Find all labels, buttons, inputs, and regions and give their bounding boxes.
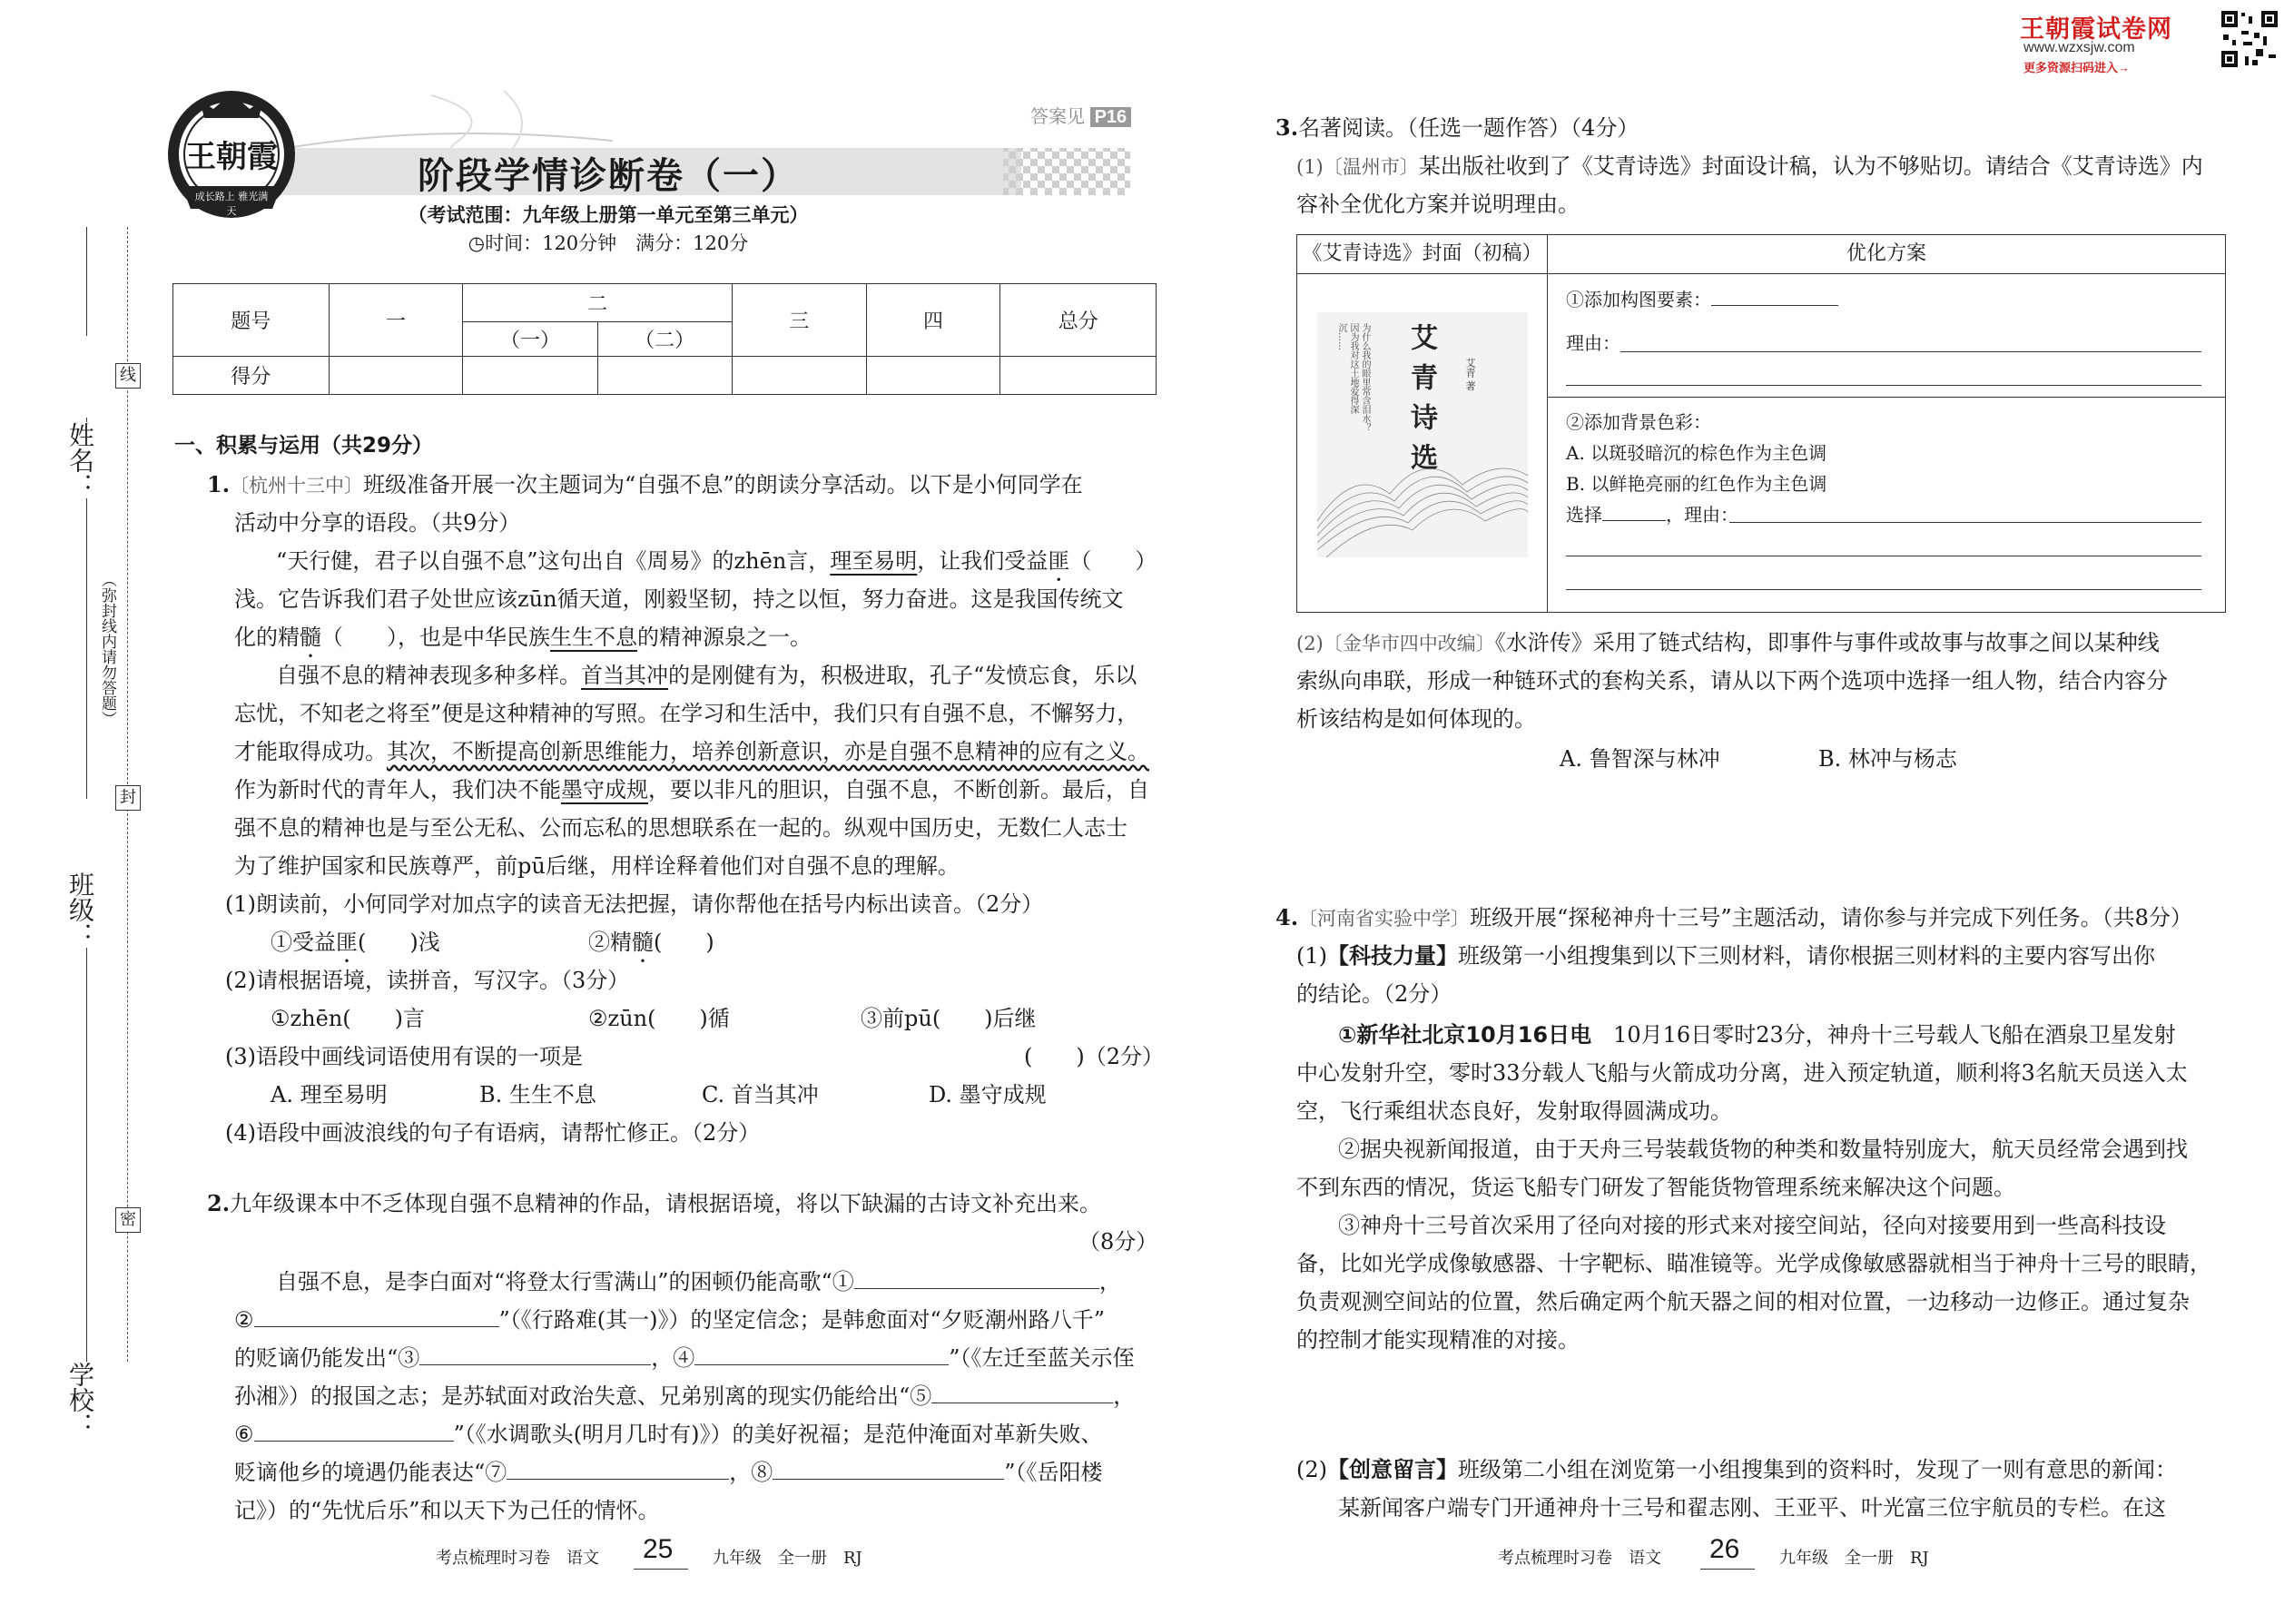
- reason-line-5[interactable]: [1566, 589, 2201, 590]
- q1-sub-2-b: ②zūn( )循: [588, 1006, 730, 1031]
- school-label: 学校：: [62, 1362, 98, 1438]
- score-col-4: 四: [866, 284, 1000, 357]
- clock-icon: ◷: [468, 232, 486, 254]
- reason-line-2[interactable]: [1566, 385, 2201, 386]
- passage-line-3: 化的精髓（ ），也是中华民族生生不息的精神源泉之一。: [234, 625, 812, 650]
- blank-6[interactable]: [254, 1417, 454, 1442]
- score-col-1: 一: [329, 284, 463, 357]
- page-title: 阶段学情诊断卷（一）: [418, 155, 799, 197]
- option-2-b[interactable]: B. 以鲜艳亮丽的红色作为主色调: [1566, 473, 1827, 495]
- passage-line-2: 浅。它告诉我们君子处世应该zūn循天道，刚毅坚韧，持之以恒，努力奋进。这是我国传统文: [234, 586, 1124, 612]
- option-2-label: ②添加背景色彩：: [1566, 411, 1711, 433]
- material-3-line-2: 备，比如光学成像敏感器、十字靶标、瞄准镜等。光学成像敏感器就相当于神舟十三号的眼睛，: [1296, 1251, 2211, 1276]
- material-1-line-2: 中心发射升空，零时33分载人飞船与火箭成功分离，进入预定轨道，顺利将3名航天员送入太: [1296, 1060, 2188, 1086]
- score-cell-3[interactable]: [732, 357, 866, 395]
- q2-line-1: 自强不息，是李白面对“将登太行雪满山”的困顿仍能高歌“① ，: [276, 1263, 1121, 1301]
- footer-left-grade: 九年级 全一册 RJ: [713, 1549, 862, 1568]
- table-header-cover: 《艾青诗选》封面（初稿）: [1297, 235, 1548, 274]
- score-col-2: 二: [463, 284, 732, 322]
- blank-2[interactable]: [254, 1303, 499, 1327]
- passage-line-8: 强不息的精神也是与至公无私、公而忘私的思想联系在一起的。纵观中国历史，无数仁人志士: [234, 815, 1127, 841]
- q2-score: （8分）: [1078, 1229, 1158, 1255]
- brand-hint: 更多资源扫码进入→: [2023, 61, 2131, 74]
- score-col-2b: （二）: [597, 322, 732, 357]
- answer-reference: [1030, 102, 1131, 128]
- q1-sub-2-c: ③前pū( )后继: [861, 1006, 1037, 1031]
- q3-stem: 3.名著阅读。（任选一题作答）（4分）: [1275, 114, 1639, 141]
- q3-2-option-a[interactable]: A. 鲁智深与林冲: [1560, 746, 1720, 772]
- material-2-line-2: 不到东西的情况，货运飞船专门研发了智能货物管理系统来解决这个问题。: [1296, 1175, 2015, 1200]
- logo-motto: 成长路上 雅光满天: [194, 191, 269, 217]
- blank-8[interactable]: [773, 1455, 1004, 1480]
- passage-line-4: 自强不息的精神表现多种多样。首当其冲的是刚健有为，积极进取，孔子“发愤忘食，乐以: [276, 663, 1137, 688]
- name-label: 姓名：: [62, 422, 98, 498]
- q3-2-option-b[interactable]: B. 林冲与杨志: [1818, 746, 1957, 772]
- q1-sub-1-a: ①受益匪( )浅: [271, 930, 440, 955]
- cover-author: 艾青 著: [1464, 358, 1476, 391]
- footer-right-page: 26: [1709, 1534, 1740, 1564]
- q2-line-3: 的贬谪仍能发出“③ ，④ ”（《左迁至蓝关示侄: [234, 1339, 1135, 1377]
- option-1-reason: 理由：: [1566, 332, 1620, 354]
- passage-line-7: 作为新时代的青年人，我们决不能墨守成规，要以非凡的胆识，自强不息，不断创新。最后，自: [234, 777, 1149, 802]
- qr-code-icon[interactable]: [2220, 9, 2279, 69]
- brand-name: 王朝霞试卷网: [2020, 15, 2172, 44]
- passage-line-1: “天行健，君子以自强不息”这句出自《周易》的zhēn言，理至易明，让我们受益匪（ ）: [276, 548, 1157, 574]
- seal-note: （弥封线内请勿答题）: [96, 572, 119, 726]
- q1-stem: 1.〔杭州十三中〕班级准备开展一次主题词为“自强不息”的朗读分享活动。以下是小何同学在: [207, 471, 1083, 497]
- option-2-a[interactable]: A. 以斑驳暗沉的棕色作为主色调: [1566, 442, 1827, 464]
- blank-1[interactable]: [854, 1265, 1099, 1289]
- score-cell-total[interactable]: [1000, 357, 1157, 395]
- footer-left-page: 25: [643, 1534, 674, 1564]
- q1-sub-3-option-b[interactable]: B. 生生不息: [479, 1082, 596, 1107]
- q4-2-stem: (2)【创意留言】班级第二小组在浏览第一小组搜集到的资料时，发现了一则有意思的新闻：: [1296, 1457, 2177, 1482]
- blank-4[interactable]: [694, 1341, 949, 1365]
- footer-left-series: 考点梳理时习卷 语文: [436, 1549, 599, 1568]
- logo-text: 王朝霞: [185, 139, 278, 175]
- q1-sub-1: (1)朗读前，小何同学对加点字的读音无法把握，请你帮他在括号内标出读音。（2分）: [225, 891, 1044, 917]
- book-cover: [1317, 312, 1528, 557]
- material-1-line-1: ①新华社北京10月16日电 10月16日零时23分，神舟十三号载人飞船在酒泉卫星发射: [1338, 1022, 2176, 1048]
- blank-3[interactable]: [419, 1341, 651, 1365]
- q1-sub-3: (3)语段中画线词语使用有误的一项是: [225, 1044, 583, 1069]
- score-row-label: 得分: [173, 357, 330, 395]
- q3-1-stem: (1)〔温州市〕某出版社收到了《艾青诗选》封面设计稿，认为不够贴切。请结合《艾青诗选》内: [1296, 153, 2203, 179]
- material-3-line-4: 的控制才能实现精准的对接。: [1296, 1327, 1580, 1353]
- cover-design-table: [1296, 234, 2226, 613]
- answer-ref-label: 答案见: [1030, 107, 1085, 127]
- q4-1-stem: (1)【科技力量】班级第一小组搜集到以下三则材料，请你根据三则材料的主要内容写出你: [1296, 943, 2155, 969]
- cover-quote: 为什么我的眼里常含泪水？因为我对这土地爱得深沉……: [1336, 323, 1370, 432]
- material-2-line-1: ②据央视新闻报道，由于天舟三号装载货物的种类和数量特别庞大，航天员经常会遇到找: [1338, 1137, 2188, 1162]
- cover-title: 艾青诗选: [1405, 323, 1437, 483]
- q1-sub-1-b: ②精髓( ): [588, 930, 714, 955]
- q1-sub-2: (2)请根据语境，读拼音，写汉字。（3分）: [225, 968, 630, 993]
- footer-right-series: 考点梳理时习卷 语文: [1498, 1549, 1661, 1568]
- seal-box-3: 密: [115, 1207, 141, 1233]
- q2-line-7: 记》）的“先忧后乐”和以天下为己任的情怀。: [234, 1498, 660, 1523]
- material-1-line-3: 空，飞行乘组状态良好，发射取得圆满成功。: [1296, 1098, 1732, 1124]
- q4-stem: 4.〔河南省实验中学〕班级开展“探秘神舟十三号”主题活动，请你参与并完成下列任务。（共8分）: [1275, 904, 2192, 930]
- section-1-heading: 一、积累与运用（共29分）: [174, 434, 434, 458]
- logo-badge: [163, 86, 300, 222]
- q1-sub-3-option-a[interactable]: A. 理至易明: [271, 1082, 388, 1107]
- q3-2-stem-2: 索纵向串联，形成一种链环式的套构关系，请从以下两个选项中选择一组人物，结合内容分: [1296, 668, 2168, 694]
- q1-sub-3-option-c[interactable]: C. 首当其冲: [702, 1082, 819, 1107]
- option-2-choose: 选择 ，理由：: [1566, 504, 1738, 526]
- score-table: [172, 283, 1157, 395]
- score-cell-4[interactable]: [866, 357, 1000, 395]
- q1-sub-3-option-d[interactable]: D. 墨守成规: [929, 1082, 1047, 1107]
- reason-line-3[interactable]: [1729, 522, 2201, 523]
- seal-box-1: 线: [115, 363, 141, 389]
- q3-1-stem-2: 容补全优化方案并说明理由。: [1296, 192, 1580, 217]
- q2-line-6: 贬谪他乡的境遇仍能表达“⑦ ，⑧ ”（《岳阳楼: [234, 1453, 1103, 1491]
- exam-scope: （考试范围：九年级上册第一单元至第三单元）: [408, 203, 809, 226]
- q2-line-4: 孙湘》）的报国之志；是苏轼面对政治失意、兄弟别离的现实仍能给出“⑤ ，: [234, 1377, 1135, 1415]
- score-cell-1[interactable]: [329, 357, 463, 395]
- passage-line-5: 忘忧，不知老之将至”便是这种精神的写照。在学习和生活中，我们只有自强不息，不懈努力，: [234, 701, 1139, 726]
- q1-stem-2: 活动中分享的语段。（共9分）: [234, 510, 521, 536]
- q1-sub-2-a: ①zhēn( )言: [271, 1006, 426, 1031]
- q2-stem: 2.九年级课本中不乏体现自强不息精神的作品，请根据语境，将以下缺漏的古诗文补充出来。: [207, 1190, 1102, 1216]
- answer-page-badge: P16: [1090, 107, 1132, 127]
- q1-sub-4: (4)语段中画波浪线的句子有语病，请帮忙修正。（2分）: [225, 1120, 761, 1146]
- reason-line-1[interactable]: [1620, 351, 2201, 352]
- material-3-line-1: ③神舟十三号首次采用了径向对接的形式来对接空间站，径向对接要用到一些高科技设: [1338, 1213, 2166, 1238]
- q4-2-stem-2: 某新闻客户端专门开通神舟十三号和翟志刚、王亚平、叶光富三位宇航员的专栏。在这: [1338, 1495, 2166, 1521]
- blank-compose-element[interactable]: [1711, 287, 1838, 306]
- score-cell-2a[interactable]: [463, 357, 597, 395]
- brand-block: [2020, 9, 2283, 73]
- q2-line-5: ⑥ ”（《水调歌头(明月几时有)》）的美好祝福；是范仲淹面对革新失败、: [234, 1415, 1103, 1453]
- passage-line-6: 才能取得成功。其次，不断提高创新思维能力，培养创新意识，亦是自强不息精神的应有之义。: [234, 739, 1149, 764]
- score-cell-2b[interactable]: [597, 357, 732, 395]
- passage-line-9: 为了维护国家和民族尊严，前pū后继，用样诠释着他们对自强不息的理解。: [234, 853, 960, 879]
- table-header-plan: 优化方案: [1548, 235, 2225, 274]
- score-col-3: 三: [732, 284, 866, 357]
- blank-choose[interactable]: [1602, 502, 1666, 521]
- blank-7[interactable]: [507, 1455, 729, 1480]
- footer-right-grade: 九年级 全一册 RJ: [1779, 1549, 1929, 1568]
- brand-url[interactable]: www.wzxsjw.com: [2023, 40, 2135, 55]
- blank-5[interactable]: [931, 1379, 1113, 1403]
- q3-2-stem: (2)〔金华市四中改编〕《水浒传》采用了链式结构，即事件与事件或故事与故事之间以某种线: [1296, 630, 2160, 655]
- q3-2-stem-3: 析该结构是如何体现的。: [1296, 706, 1536, 732]
- option-1-label: ①添加构图要素：: [1566, 285, 1838, 311]
- exam-time: ◷时间：120分钟 满分：120分: [468, 232, 749, 254]
- class-label: 班级：: [62, 871, 98, 948]
- score-col-total: 总分: [1000, 284, 1157, 357]
- material-3-line-3: 负责观测空间站的位置，然后确定两个航天器之间的相对位置，一边移动一边修正。通过复杂: [1296, 1289, 2190, 1314]
- score-col-title: 题号: [173, 284, 330, 357]
- q4-1-stem-2: 的结论。（2分）: [1296, 981, 1452, 1007]
- q1-sub-3-answer-paren[interactable]: ( )（2分）: [1024, 1044, 1164, 1069]
- seal-box-2: 封: [115, 785, 141, 811]
- score-col-2a: （一）: [463, 322, 597, 357]
- q2-line-2: ② ”（《行路难(其一)》）的坚定信念；是韩愈面对“夕贬潮州路八千”: [234, 1301, 1105, 1339]
